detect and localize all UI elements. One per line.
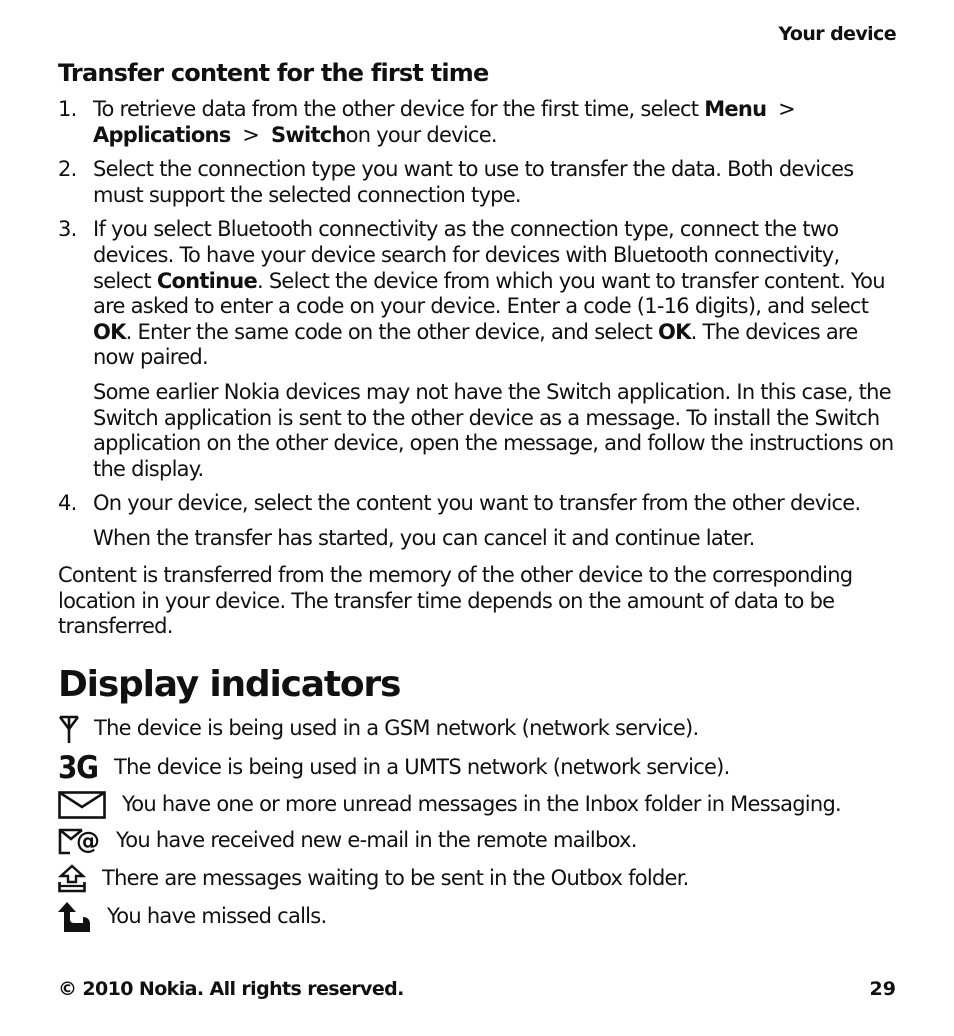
indicator-description: You have missed calls. xyxy=(107,904,327,929)
gsm-antenna-icon xyxy=(58,714,94,744)
indicator-description: The device is being used in a GSM network (network service). xyxy=(94,716,699,741)
ok-label: OK xyxy=(93,319,126,344)
running-header: Your device xyxy=(778,23,896,45)
indicator-description: The device is being used in a UMTS network (network service). xyxy=(114,755,730,780)
outbox-icon xyxy=(58,864,102,894)
indicator-description: You have one or more unread messages in the Inbox folder in Messaging. xyxy=(122,792,841,817)
page-number: 29 xyxy=(869,978,896,1000)
indicator-description: There are messages waiting to be sent in the Outbox folder. xyxy=(102,866,689,891)
indicator-row-3g xyxy=(58,752,730,784)
page-title: Display indicators xyxy=(58,664,401,705)
copyright-notice: © 2010 Nokia. All rights reserved. xyxy=(58,978,404,1000)
menu-label: Menu xyxy=(704,97,767,121)
indicator-row-email xyxy=(58,826,637,856)
indicator-row-outbox xyxy=(58,864,689,894)
indicator-description: You have received new e-mail in the remote mailbox. xyxy=(116,828,637,853)
steps-list xyxy=(58,97,896,561)
applications-label: Applications xyxy=(93,122,231,147)
continue-label: Continue xyxy=(156,268,257,293)
ok-label: OK xyxy=(658,319,691,344)
email-at-icon: @ xyxy=(58,826,116,856)
step-note: Some earlier Nokia devices may not have the Switch application. In this case, the Switch application is sent to the other device as a message. To install the Switch application on the other device, open the message, and follow the instructions on the display. xyxy=(93,379,894,481)
3g-icon: 3G xyxy=(58,750,98,786)
envelope-icon xyxy=(58,790,122,820)
switch-label: Switch xyxy=(271,122,346,147)
step-text: Select the connection type you want to use to transfer the data. Both devices must support the selected connection type. xyxy=(93,157,854,207)
step-number: 3. xyxy=(58,217,77,242)
list-item xyxy=(58,157,896,208)
indicator-row-gsm xyxy=(58,714,698,744)
step-text: If you select Bluetooth connectivity as the connection type, connect the two devices. To have your device search for devices with Bluetooth connectivity, select Continue. Select the device from which you want to transfer content. You are asked to enter a code on your device. Enter a code (1-16 digits), and select OK. Enter the same code on the other device, and select OK. The devices are now paired. xyxy=(93,217,885,370)
step-number: 2. xyxy=(58,157,77,182)
indicator-row-inbox xyxy=(58,790,841,820)
section-heading: Transfer content for the first time xyxy=(58,59,489,87)
step-number: 4. xyxy=(58,491,77,516)
list-item xyxy=(58,217,896,482)
step-text: To retrieve data from the other device for the first time, select Menu > Applications > Switchon your device. xyxy=(93,97,807,147)
indicator-row-missed-calls xyxy=(58,901,326,933)
summary-paragraph: Content is transferred from the memory of the other device to the corresponding location in your device. The transfer time depends on the amount of data to be transferred. xyxy=(58,563,853,639)
list-item xyxy=(58,491,896,551)
list-item xyxy=(58,97,896,148)
missed-call-icon xyxy=(58,901,107,933)
step-text: On your device, select the content you want to transfer from the other device. xyxy=(93,491,861,516)
step-number: 1. xyxy=(58,97,77,121)
step-note: When the transfer has started, you can cancel it and continue later. xyxy=(93,525,755,550)
